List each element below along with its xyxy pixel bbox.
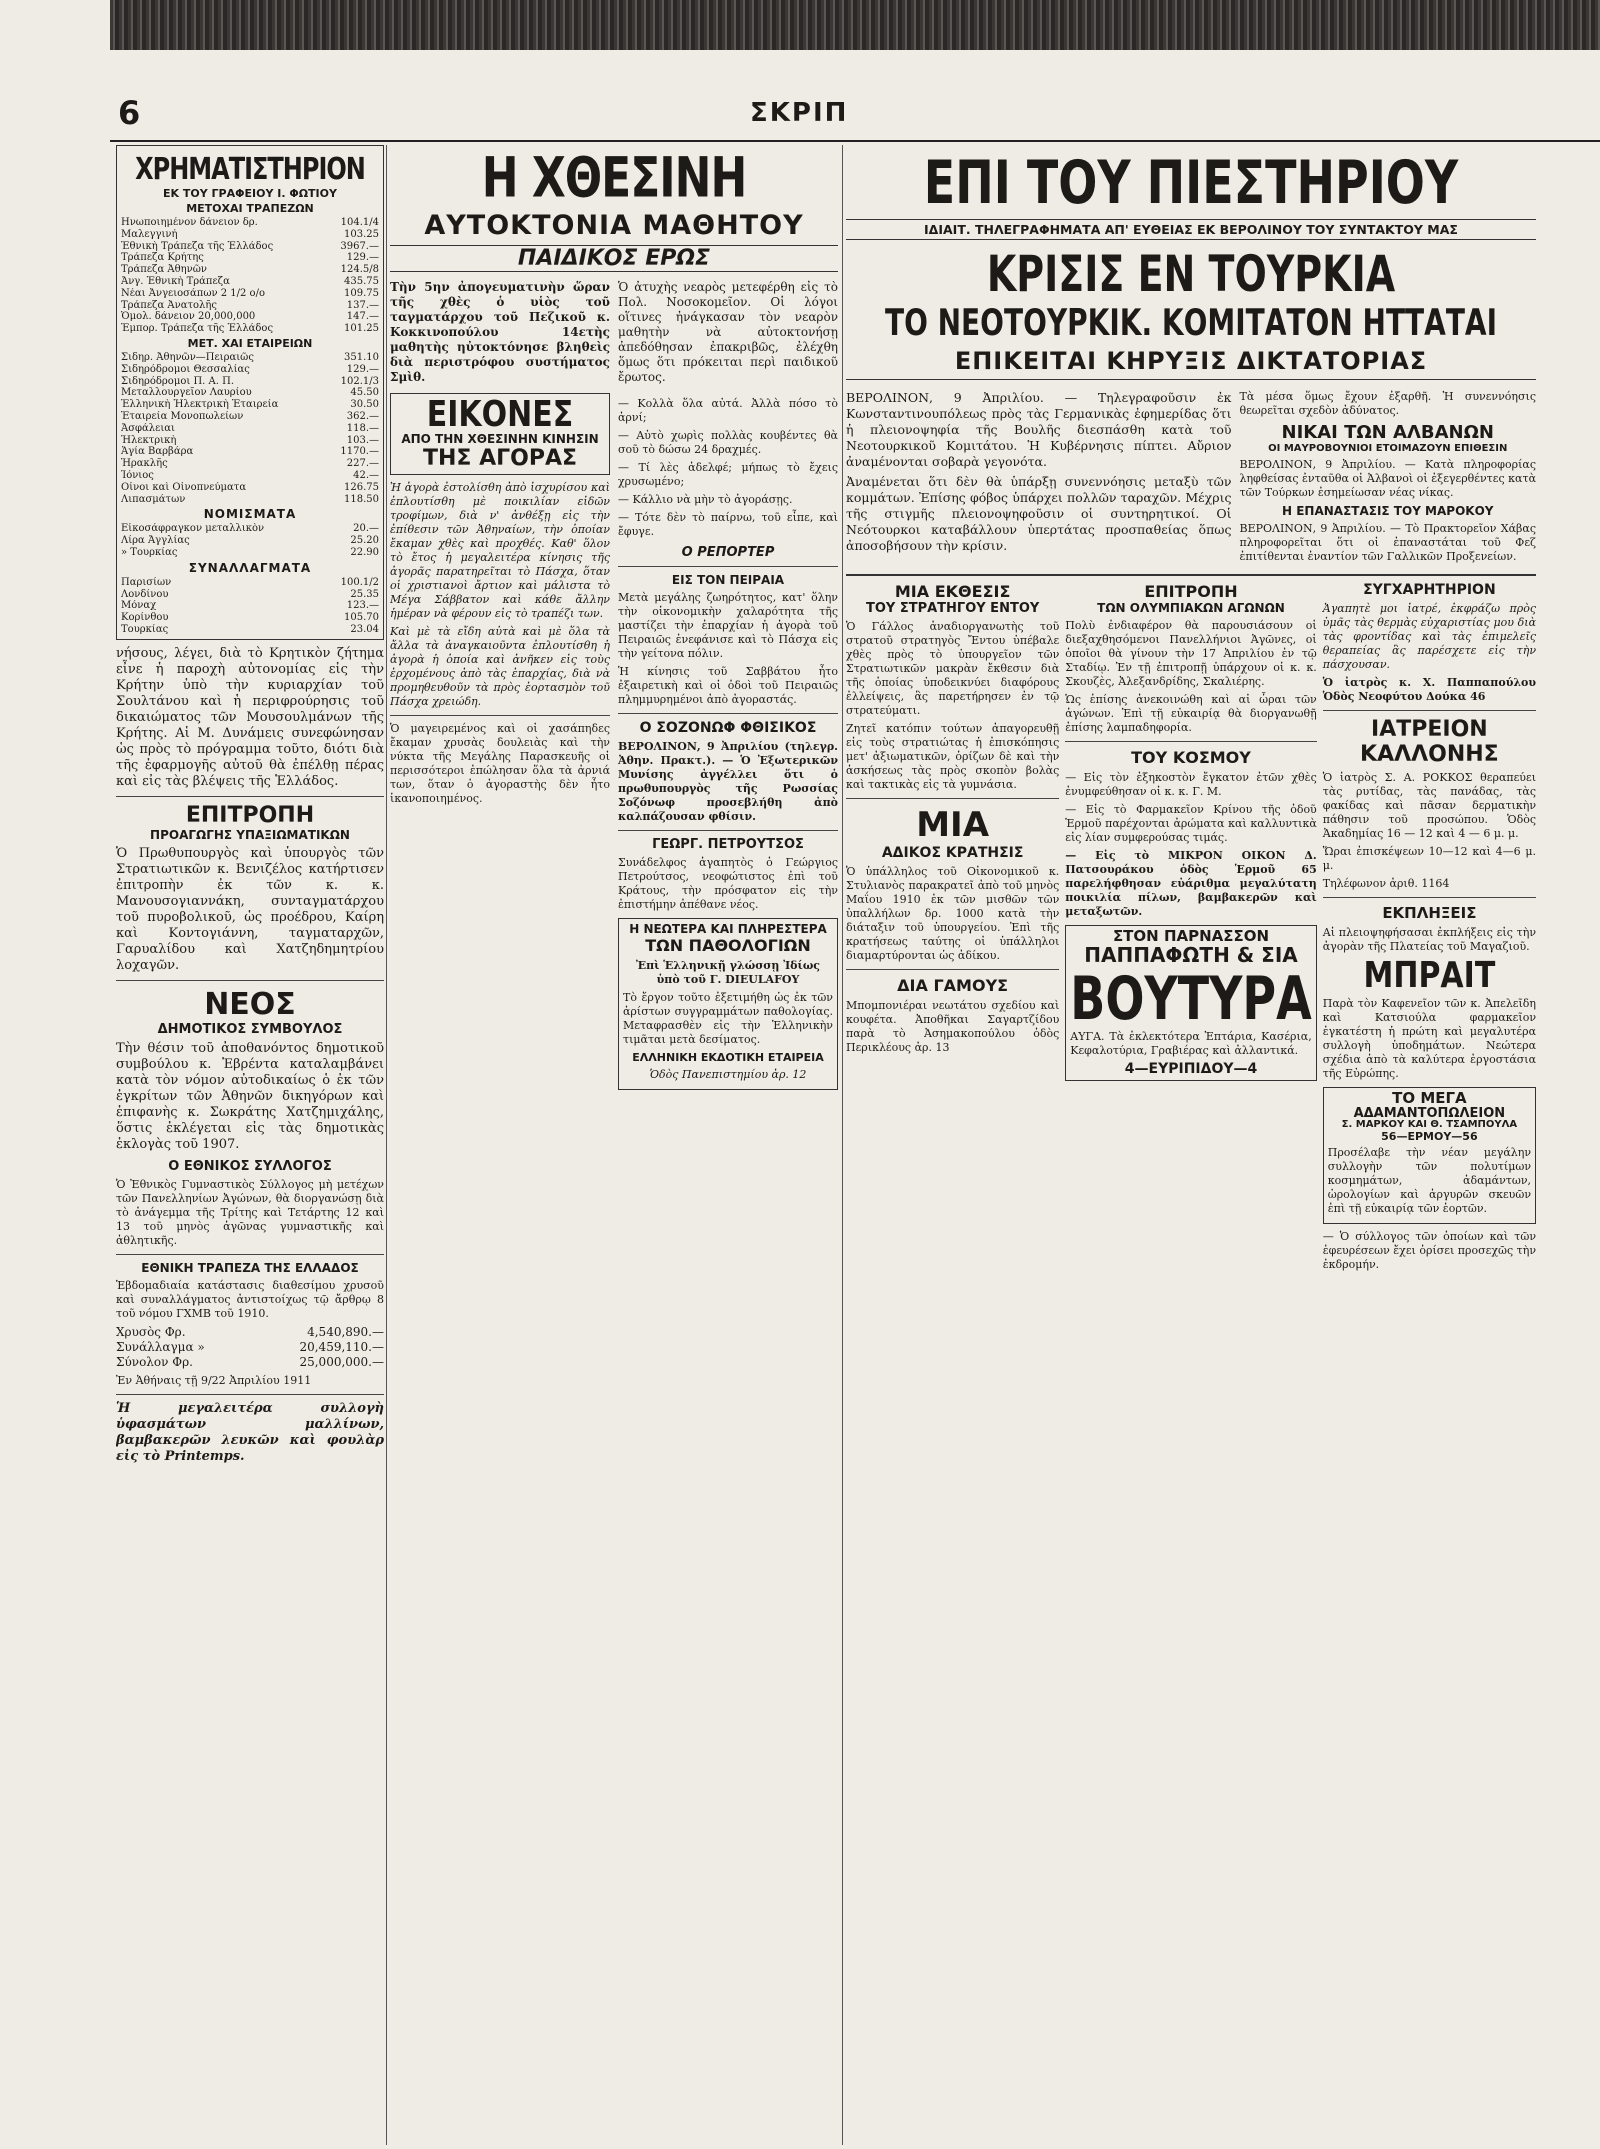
suicide-lead: Τὴν 5ην ἀπογευματινὴν ὥραν τῆς χθὲς ὁ υἱὸς τοῦ ταγματάρχου τοῦ Πεζικοῦ κ. Κοκκινοπούλου 14ετὴς μαθητὴς ηὐτοκτόνησε βληθεὶς διὰ περιστρόφου συστήματος Σμὶθ.	[390, 280, 610, 384]
market-images-text-3: Ὁ μαγειρεμένος καὶ οἱ χασάπηδες ἔκαμαν χρυσὰς δουλειὰς καὶ τὴν νύκτα τῆς Μεγάλης Παρασκευῆς οἱ περισσότεροι ἐπώλησαν ὅλα τὰ ἀρνιά των, ὅταν ὁ ἀγοραστὴς δὲν ἦτο ἱκανοποιημένος.	[390, 722, 610, 805]
albania-side-text: Τὰ μέσα ὅμως ἔχουν ἐξαρθῆ. Ἡ συνεννόησις θεωρεῖται σχεδὸν ἀδύνατος.	[1239, 390, 1536, 417]
table-row: Τράπεζα Κρήτης 129.—	[121, 252, 379, 264]
clinic-address: Τηλέφωνον ἀριθ. 1164	[1322, 877, 1450, 890]
dictatorship-headline: ΕΠΙΚΕΙΤΑΙ ΚΗΡΥΞΙΣ ΔΙΚΤΑΤΟΡΙΑΣ	[846, 347, 1536, 380]
market-images-text: Ἡ ἀγορὰ ἐστολίσθη ἀπὸ ἰσχυρίσου καὶ ἐπλουτίσθη μὲ ποικιλίαν εἰδῶν τροφίμων, διὰ ν' ἀνθέξῃ εἰς τὴν ἐπίθεσιν τῶν Ἀθηναίων, τὴν ὁποίαν ἔκαμαν χθὲς καὶ προχθές. Καθ' ὅλον τὸ ἔτος ἡ μεγαλειτέρα κίνησις τῆς ἀγορᾶς παρατηρεῖται τὸ Πάσχα, ὅταν οἱ χριστιανοὶ ἄρτιον καὶ μάλιστα τὸ Μέγα Σάββατον καὶ κάθε ἄλλην ἡμέραν νὰ φέρουν εἰς τὸ τραπέζι των.	[390, 481, 610, 620]
parnassos-big: ΒΟΥΤΥΡΑ	[1070, 962, 1312, 1033]
column-rule	[842, 145, 843, 2145]
pathology-ad	[618, 918, 838, 1090]
world-text-2: — Εἰς τὸ Φαρμακεῖον Κρίνου τῆς ὁδοῦ Ἑρμοῦ παρέχονται ἀρώματα καὶ καλλυντικὰ εἰς λίαν συμφερούσας τιμάς.	[1065, 803, 1317, 844]
dialogue-line: — Αὐτὸ χωρὶς πολλὰς κουβέντες θὰ σοῦ τὸ δώσω 24 δραχμές.	[618, 429, 838, 456]
table-row: Οἶνοι καὶ Οἰνοπνεύματα 126.75	[121, 481, 379, 493]
dialogue-line: — Κολλὰ ὅλα αὐτά. Ἀλλὰ πόσο τὸ ἀρνί;	[618, 397, 838, 424]
morocco-title: Η ΕΠΑΝΑΣΤΑΣΙΣ ΤΟΥ ΜΑΡΟΚΟΥ	[1282, 504, 1494, 518]
money-rates-table	[121, 523, 379, 558]
pathology-text: Τὸ ἔργον τοῦτο ἐξετιμήθη ὡς ἐκ τῶν ἀρίστων συγγραμμάτων παθολογίας. Μεταφρασθὲν εἰς τὴν Ἑλληνικὴν τιμᾶται μετὰ δεσίματος.	[623, 991, 833, 1046]
table-row: Λίρα Ἀγγλίας 25.20	[121, 535, 379, 547]
parnassos-pre: ΣΤΟΝ ΠΑΡΝΑΣΣΟΝ	[1112, 927, 1270, 945]
adamant-name: Σ. ΜΑΡΚΟΥ ΚΑΙ Θ. ΤΣΑΜΠΟΥΛΑ	[1341, 1119, 1518, 1131]
exhibit-text-2: Ζητεῖ κατόπιν τούτων ἀπαγορευθῇ εἰς τοὺς στρατιώτας ἡ ἐπισκόπησις μετ' ἀξιωματικῶν, ὁρίζων δὲ καὶ τὴν ἀσκήσεως τὰς πρὸς σκοπὸν βολὰς καὶ τακτικὰς εἰς τὰ γυμνάσια.	[846, 722, 1060, 791]
suicide-subtitle: ΑΥΤΟΚΤΟΝΙΑ ΜΑΘΗΤΟΥ	[424, 210, 804, 241]
suicide-lead-2: Ὁ ἀτυχὴς νεαρὸς μετεφέρθη εἰς τὸ Πολ. Νοσοκομεῖον. Οἱ λόγοι οἵτινες ἠνάγκασαν τὸν νεαρὸν μαθητὴν νὰ αὐτοκτονήσῃ ἀπεδόθησαν ἐπακριβῶς, ἐλέχθη ὅμως ὅτι πρόκειται περὶ παιδικοῦ ἔρωτος.	[618, 280, 838, 384]
exchange-heading: ΣΥΝΑΛΛΑΓΜΑΤΑ	[188, 560, 312, 575]
press-title: ΕΠΙ ΤΟΥ ΠΙΕΣΤΗΡΙΟΥ	[923, 146, 1459, 218]
market-images-box	[390, 393, 610, 475]
market-images-subtitle-1: ΑΠΟ ΤΗΝ ΧΘΕΣΙΝΗΝ ΚΙΝΗΣΙΝ	[401, 432, 599, 446]
table-row: Συνάλλαγμα » 20,459,110.—	[116, 1339, 384, 1354]
market-images-title: ΕΙΚΟΝΕΣ	[426, 393, 574, 436]
exec-title: ΕΚΠΛΗΞΕΙΣ	[1382, 904, 1477, 922]
bank-rates-table	[121, 217, 379, 335]
table-row: Μαλεγγινή 103.25	[121, 228, 379, 240]
table-row: Λονδίνου 25.35	[121, 588, 379, 600]
olympic-text: Πολὺ ἐνδιαφέρον θὰ παρουσιάσουν οἱ διεξαχθησόμενοι Πανελλήνιοι Ἀγῶνες, οἱ ὁποῖοι θὰ γίνουν τὴν 17 Ἀπριλίου ἐν τῷ Σταδίῳ. Ἐν τῇ ἐπιτροπῇ ὑπάρχουν οἱ κ. κ. Σκουζὲς, Ἀλεξανδρίδης, Σκαλιέρης.	[1065, 619, 1317, 688]
press-dateline: ΙΔΙΑΙΤ. ΤΗΛΕΓΡΑΦΗΜΑΤΑ ΑΠ' ΕΥΘΕΙΑΣ ΕΚ ΒΕΡΟΛΙΝΟΥ ΤΟΥ ΣΥΝΤΑΚΤΟΥ ΜΑΣ	[846, 219, 1536, 240]
national-bank-text: Ἑβδομαδιαία κατάστασις διαθεσίμου χρυσοῦ καὶ συναλλάγματος ἀντιστοίχως τῷ ἄρθρῳ 8 τοῦ νόμου ΓΧΜΒ τοῦ 1910.	[116, 1278, 384, 1320]
morocco-text: ΒΕΡΟΛΙΝΟΝ, 9 Ἀπριλίου. — Τὸ Πρακτορεῖον Χάβας πληροφορεῖται ὅτι οἱ ἐπαναστάται τοῦ Φεζ ἐπιτίθενται ἐναντίον τῶν Γαλλικῶν Προξενείων.	[1239, 522, 1536, 563]
parnassos-ad	[1065, 925, 1316, 1081]
reporter-signature: Ο ΡΕΠΟΡΤΕΡ	[681, 545, 775, 560]
world-text-3: — Εἰς τὸ ΜΙΚΡΟΝ ΟΙΚΟΝ Δ. Πατσουράκου ὁδὸς Ἑρμοῦ 65 παρελήφθησαν εὐάριθμα μεγαλύτατη ποικιλία πίλων, βαμβακερῶν καὶ μεταξωτῶν.	[1065, 849, 1317, 918]
obituary-text: Συνάδελφος ἀγαπητὸς ὁ Γεώργιος Πετρούτσος, νεοφώτιστος ἐπὶ τοῦ Κράτους, τὴν πρόσφατον εἰς τὴν ἐπιστήμην ἀπέθανε νέος.	[618, 856, 838, 911]
table-row: Σιδηρόδρομοι Π. Α. Π. 102.1/3	[121, 375, 379, 387]
unfair-text: Ὁ ὑπάλληλος τοῦ Οἰκονομικοῦ κ. Στυλιανὸς παρακρατεῖ ἀπὸ τοῦ μηνὸς Μαΐου 1910 ἐκ τῶν μισθῶν τῶν ὑπαλλήλων δρ. 1000 κατὰ τὴν διάταξιν τοῦ ὑπουργείου. Ἐπὶ τῆς κρατήσεως ταύτης οἱ ὑπάλληλοι διαμαρτύρονται ὡς ἀδίκου.	[846, 865, 1060, 962]
column-telegrams	[846, 145, 1536, 1276]
table-row: Ἠλεκτρικὴ 103.—	[121, 434, 379, 446]
national-bank-table	[116, 1325, 384, 1370]
table-row: Σιδηρ. Ἀθηνῶν—Πειραιῶς 351.10	[121, 351, 379, 363]
olympic-title-1: ΕΠΙΤΡΟΠΗ	[1144, 582, 1238, 601]
market-images-subtitle-2: ΤΗΣ ΑΓΟΡΑΣ	[422, 446, 578, 471]
table-row: Μεταλλουργεῖον Λαυρίου 45.50	[121, 387, 379, 399]
olympic-title-2: ΤΩΝ ΟΛΥΜΠΙΑΚΩΝ ΑΓΩΝΩΝ	[1097, 601, 1285, 615]
table-row: Ἁγία Βαρβάρα 1170.—	[121, 446, 379, 458]
parnassos-name: ΠΑΠΠΑΦΩΤΗ & ΣΙΑ	[1084, 942, 1298, 967]
col3-subcol-1	[846, 582, 1059, 1276]
suicide-article	[390, 276, 838, 389]
scan-top-band	[110, 0, 1600, 50]
money-heading: ΝΟΜΙΣΜΑΤΑ	[203, 507, 297, 522]
berlin-text-2: Ἀναμένεται ὅτι δὲν θὰ ὑπάρξῃ συνεννόησις μεταξὺ τῶν κομμάτων. Ἐπίσης φόβος ὑπάρχει πολλῶν ταραχῶν. Μέχρις τῆς στιγμῆς πλειονοψηφοῦσιν οἱ συντηρητικοί. Οἱ Νεότουρκοι καταβάλλουν ὑπερτάτας προσπαθείας ὅπως ἀποσοβήσουν τὴν κρίσιν.	[846, 474, 1232, 553]
council-title: ΔΗΜΟΤΙΚΟΣ ΣΥΜΒΟΥΛΟΣ	[157, 1021, 343, 1037]
piraeus-text: Μετὰ μεγάλης ζωηρότητος, κατ' ὅλην τὴν οἰκονομικὴν χαλαρότητα τῆς μαστίζει τὴν ἐπαρχίαν ἡ ἀγορὰ τοῦ Πειραιῶς ἐνεφάνισε καὶ τὸ Πάσχα εἰς τὴν γείτονα πόλιν.	[618, 591, 838, 660]
table-row: Σιδηρόδρομοι Θεσσαλίας 129.—	[121, 363, 379, 375]
table-row: Νέαι Ἀνγειοσάπων 2 1/2 ο/ο 109.75	[121, 287, 379, 299]
clinic-hours: Ὥραι ἐπισκέψεων 10—12 καὶ 4—6 μ. μ.	[1322, 845, 1536, 872]
table-row: Παρισίων 100.1/2	[121, 576, 379, 588]
dialogue-line: — Τότε δὲν τὸ παίρνω, τοῦ εἶπε, καὶ ἔφυγε.	[618, 511, 838, 538]
society-rates-table	[121, 352, 379, 505]
article-crete: νήσους, λέγει, διὰ τὸ Κρητικὸν ζήτημα εἶνε ἡ παροχὴ αὐτονομίας εἰς τὴν Κρήτην ὑπὸ τὴν κυριαρχίαν τοῦ Σουλτάνου καὶ ἡ περιφρούρησις τοῦ δικαιώματος τῶν Μουσουλμάνων τῆς Κρήτης. Αἱ Μ. Δυνάμεις συνεφώνησαν ὡς πρὸς τὸ πρόγραμμα τοῦτο, διότι διὰ τῆς ἐφαρμογῆς αὐτοῦ θὰ ἐπέλθῃ πέρας καὶ εἰς τὰς βλέψεις τῆς Ἑλλάδος.	[116, 645, 384, 789]
clinic-title-2: ΚΑΛΛΟΝΗΣ	[1360, 742, 1499, 767]
wedding-text: Μπομπονιέραι νεωτάτου σχεδίου καὶ κουφέτα. Ἀποθῆκαι Σαγαρτζίδου παρὰ τὸ Ἀσημακοπούλου ὁδὸς Περικλέους ἀρ. 13	[846, 999, 1060, 1054]
masthead	[110, 50, 1600, 145]
suicide-title: Η ΧΘΕΣΙΝΗ	[481, 146, 747, 211]
young-turks-headline: ΤΟ ΝΕΟΤΟΥΡΚΙΚ. ΚΟΜΙΤΑΤΟΝ ΗΤΤΑΤΑΙ	[884, 301, 1498, 344]
column-stock-exchange	[116, 145, 384, 1469]
stock-exchange-title: ΧΡΗΜΑΤΙΣΤΗΡΙΟΝ	[135, 151, 365, 187]
unfair-title: ΑΔΙΚΟΣ ΚΡΑΤΗΣΙΣ	[881, 845, 1024, 861]
table-row: » Τουρκίας 22.90	[121, 546, 379, 558]
table-row: Τράπεζα Ἀνατολῆς 137.—	[121, 299, 379, 311]
adamant-address: 56—ΕΡΜΟΥ—56	[1381, 1129, 1478, 1143]
table-row: Ἐμπορ. Τράπεζα τῆς Ἑλλάδος 101.25	[121, 323, 379, 335]
table-row: Μόναχ 123.—	[121, 600, 379, 612]
unfair-big-title: ΜΙΑ	[916, 805, 990, 845]
turkey-crisis-headline: ΚΡΙΣΙΣ ΕΝ ΤΟΥΡΚΙΑ	[986, 245, 1396, 303]
council-big-title: ΝΕΟΣ	[204, 986, 296, 1022]
adamant-text: Προσέλαβε τὴν νέαν μεγάλην συλλογὴν τῶν πολυτίμων κοσμημάτων, ἀδαμάντων, ὡρολογίων καὶ ἀργυρῶν σκευῶν ἐπὶ τῇ εὐκαιρίᾳ τῶν ἑορτῶν.	[1327, 1146, 1532, 1216]
olympic-text-2: Ὡς ἐπίσης ἀνεκοινώθη καὶ αἱ ὧραι τῶν ἀγώνων. Ἐπὶ τῇ εὐκαιρίᾳ θὰ διοργανωθῇ ἐπίσης λαμπαδηφορία.	[1065, 693, 1317, 734]
committee-title: ΕΠΙΤΡΟΠΗ	[185, 802, 315, 828]
clinic-title-1: ΙΑΤΡΕΙΟΝ	[1371, 717, 1488, 742]
albania-title: ΝΙΚΑΙ ΤΩΝ ΑΛΒΑΝΩΝ	[1281, 422, 1494, 443]
club-title: Ο ΕΘΝΙΚΟΣ ΣΥΛΛΟΓΟΣ	[168, 1158, 332, 1174]
table-row: Λιπασμάτων 118.50	[121, 493, 379, 505]
adamant-text-2: — Ὁ σύλλογος τῶν ὁποίων καὶ τῶν ἐφευρέσεων ἔχει ὁρίσει προσεχῶς τὴν ἐκδρομήν.	[1322, 1230, 1536, 1272]
table-row: Τουρκίας 23.04	[121, 623, 379, 635]
table-row: Κορίνθου 105.70	[121, 612, 379, 624]
sozonov-title: Ο ΣΟΖΟΝΩΦ ΦΘΙΣΙΚΟΣ	[639, 720, 817, 736]
mprait-text: Παρὰ τὸν Καφενεῖον τῶν κ. Ἀπελεῖδη καὶ Κατσιούλα φαρμακεῖον ἐγκατέστη ἡ πρώτη καὶ μεγαλυτέρα συλλογὴ ὑποδημάτων. Νεώτερα σχέδια ἀπὸ τὰ καλύτερα ἐργοστάσια τῆς Εὐρώπης.	[1322, 997, 1536, 1080]
col3-subcol-3	[1323, 582, 1536, 1276]
adamant-ad	[1323, 1087, 1536, 1224]
dialogue-line: — Κάλλιο νὰ μὴν τὸ ἀγοράσῃς.	[618, 493, 793, 506]
table-row: Ἑλληνικὴ Ἠλεκτρικὴ Ἑταιρεία 30.50	[121, 399, 379, 411]
albania-telegrams	[1239, 386, 1536, 568]
wedding-title: ΔΙΑ ΓΑΜΟΥΣ	[897, 976, 1009, 995]
masthead-rule	[110, 140, 1600, 142]
sozonov-text: ΒΕΡΟΛΙΝΟΝ, 9 Ἀπριλίου (τηλεγρ. Ἀθην. Πρακτ.). — Ὁ Ἐξωτερικῶν Μυνίσης ἀγγέλλει ὅτι ὁ πρωθυπουργὸς τῆς Ρωσσίας Σοζόνωφ προσεβλήθη ἀπὸ καλπάζουσαν φθίσιν.	[618, 740, 838, 823]
world-title: ΤΟΥ ΚΟΣΜΟΥ	[1131, 748, 1251, 767]
piraeus-title: ΕΙΣ ΤΟΝ ΠΕΙΡΑΙΑ	[671, 573, 785, 587]
world-text: — Εἰς τὸν ἐξηκοστὸν ἔγκατον ἐτῶν χθὲς ἐνυμφεύθησαν οἱ κ. κ. Γ. Μ.	[1065, 771, 1317, 798]
page-number: 6	[118, 94, 141, 132]
table-row: Ὁμολ. δάνειον 20,000,000 147.—	[121, 311, 379, 323]
exec-text: Αἱ πλειοψηφήσασαι ἐκπλήξεις εἰς τὴν ἀγορὰν τῆς Πλατείας τοῦ Μαγαζιοῦ.	[1322, 926, 1536, 953]
berlin-text: ΒΕΡΟΛΙΝΟΝ, 9 Ἀπριλίου. — Τηλεγραφοῦσιν ἐκ Κωνσταντινουπόλεως πρὸς τὰς Γερμανικὰς ἐφημερίδας ὅτι ἡ πλειονοψηφία τῆς Βουλῆς διεσπάσθη κατὰ τοῦ Νεοτουρκικοῦ Κομιτάτου. Ἡ Κυβέρνησις πίπτει. Αὔριον ἀναμένονται σοβαρὰ γεγονότα.	[846, 390, 1232, 469]
pathology-title-1: Η ΝΕΩΤΕΡΑ ΚΑΙ ΠΛΗΡΕΣΤΕΡΑ	[629, 922, 827, 936]
closing-ad: Ἡ μεγαλειτέρα συλλογὴ ὑφασμάτων μαλλίνων, βαμβακερῶν λευκῶν καὶ φουλὰρ εἰς τὸ Printemps.	[116, 1400, 384, 1464]
mprait-title: ΜΠΡΑΙΤ	[1363, 954, 1496, 997]
committee-text: Ὁ Πρωθυπουργὸς καὶ ὑπουργὸς τῶν Στρατιωτικῶν κ. Βενιζέλος κατήρτισεν ἐπιτροπὴν ἐκ τῶν κ. κ. Μανουσογιαννάκη, συνταγματάρχου τοῦ πυροβολικοῦ, ὡς προέδρου, Καίρη καὶ Κοντογιάννη, ταγματαρχῶν, Γαρυαλίδου καὶ Χατζηδημητρίου λοχαγῶν.	[116, 845, 384, 973]
national-bank-date: Ἐν Ἀθήναις τῇ 9/22 Ἀπριλίου 1911	[116, 1373, 312, 1387]
table-row: Σύνολον Φρ. 25,000,000.—	[116, 1354, 384, 1369]
congrats-text: Ἀγαπητὲ μοι ἰατρέ, ἐκφράζω πρὸς ὑμᾶς τὰς θερμὰς εὐχαριστίας μου διὰ τὰς φροντίδας καὶ τὰς ἐπιμελεῖς θεραπείας ἃς παρέσχετε εἰς τὴν πάσχουσαν.	[1322, 602, 1536, 671]
pathology-subtitle: Ἐπὶ Ἑλληνικῇ γλώσσῃ Ἰδίως ὑπὸ τοῦ Γ. DIEULAFOY	[636, 959, 820, 986]
congrats-title: ΣΥΓΧΑΡΗΤΗΡΙΟΝ	[1363, 582, 1496, 598]
stock-exchange-box	[116, 145, 384, 640]
market-images-text-2: Καὶ μὲ τὰ εἴδη αὐτὰ καὶ μὲ ὅλα τὰ ἄλλα τὰ ἀναγκαιοῦντα ἐπλουτίσθη ἡ ἀγορὰ ἡ ὁποία καὶ ἀνῆκεν εἰς τοὺς ἐρχομένους ἀπὸ τὰς ἐπαρχίας, διὰ νὰ προμηθευθοῦν τὰ πρὸς ἑορτασμὸν τοῦ Πάσχα χρειώδη.	[390, 625, 610, 708]
berlin-telegram	[846, 386, 1231, 568]
albania-text: ΒΕΡΟΛΙΝΟΝ, 9 Ἀπριλίου. — Κατὰ πληροφορίας ληφθείσας ἐνταῦθα οἱ Ἀλβανοὶ οἱ ἐξεγερθέντες κατὰ τῶν Τούρκων ἐσημείωσαν νέας νίκας.	[1239, 458, 1536, 499]
adamant-pre: ΤΟ ΜΕΓΑ	[1392, 1089, 1467, 1107]
clinic-text: Ὁ ἰατρὸς Σ. Α. ΡΟΚΚΟΣ θεραπεύει τὰς ρυτίδας, τὰς πανάδας, τὰς φακίδας καὶ πᾶσαν δερματικὴν πάθησιν τοῦ προσώπου. Ὁδὸς Ἀκαδημίας 16 — 12 καὶ 4 — 6 μ. μ.	[1322, 771, 1536, 840]
piraeus-text-2: Ἡ κίνησις τοῦ Σαββάτου ἦτο ἐξαιρετικὴ καὶ οἱ ὁδοὶ τοῦ Πειραιῶς πλημμυρημένοι ἀπὸ ἀγοραστάς.	[618, 665, 838, 706]
table-row: Ἐθνικὴ Τράπεζα τῆς Ἑλλάδος 3967.—	[121, 240, 379, 252]
exchange-rates-table	[121, 577, 379, 636]
adamant-title: ΑΔΑΜΑΝΤΟΠΩΛΕΙΟΝ	[1353, 1105, 1506, 1121]
committee-subtitle: ΠΡΟΑΓΩΓΗΣ ΥΠΑΞΙΩΜΑΤΙΚΩΝ	[150, 827, 350, 842]
market-dialogue	[618, 393, 838, 1096]
dialogue-line: — Τί λὲς ἀδελφέ; μήπως τὸ ἔχεις χρυσωμένο;	[618, 461, 838, 488]
albania-subtitle: ΟΙ ΜΑΥΡΟΒΟΥΝΙΟΙ ΕΤΟΙΜΑΖΟΥΝ ΕΠΙΘΕΣΙΝ	[1268, 443, 1508, 454]
society-shares-heading: ΜΕΤ. ΧΑΙ ΕΤΑΙΡΕΙΩΝ	[187, 336, 313, 350]
table-row: Ἡρακλῆς 227.—	[121, 458, 379, 470]
publisher-address: Ὁδὸς Πανεπιστημίου ἀρ. 12	[649, 1068, 807, 1081]
col3-subcol-2	[1065, 582, 1316, 1276]
column-rule	[386, 145, 387, 2145]
exhibit-text: Ὁ Γάλλος ἀναδιοργανωτὴς τοῦ στρατοῦ στρατηγὸς Ἔντου ὑπέβαλε χθὲς πρὸς τὸ ὑπουργεῖον τῶν Στρατιωτικῶν μακρὰν ἔκθεσιν διὰ τῆς ὁποίας ὑποδεικνύει διαφόρους ἐλλείψεις, ἃς παρετήρησεν ἐν τῷ στρατεύματι.	[846, 620, 1060, 717]
congrats-signature: Ὁ ἰατρὸς κ. Χ. Παππαπούλου Ὁδὸς Νεοφύτου Δούκα 46	[1322, 676, 1536, 703]
table-row: Ἑταιρεία Μονοπωλείων 362.—	[121, 410, 379, 422]
exhibit-title-1: ΜΙΑ ΕΚΘΕΣΙΣ	[894, 582, 1011, 601]
obituary-title: ΓΕΩΡΓ. ΠΕΤΡΟΥΤΣΟΣ	[652, 837, 804, 852]
publisher-name: ΕΛΛΗΝΙΚΗ ΕΚΔΟΤΙΚΗ ΕΤΑΙΡΕΙΑ	[632, 1051, 824, 1064]
table-row: Ἀσφάλειαι 118.—	[121, 422, 379, 434]
parnassos-address: 4—ΕΥΡΙΠΙΔΟΥ—4	[1124, 1061, 1258, 1078]
club-text: Ὁ Ἐθνικὸς Γυμναστικὸς Σύλλογος μὴ μετέχων τῶν Πανελληνίων Ἀγώνων, θὰ διοργανώσῃ διὰ τὸ ἀνάγεμμα τῆς Τρίτης καὶ Τετάρτης 12 καὶ 13 τοῦ μηνὸς ἀγῶνας γυμναστικῆς καὶ ἀθλητικῆς.	[116, 1177, 384, 1247]
parnassos-text: ΑΥΓΑ. Τὰ ἐκλεκτότερα Ἑπτάρια, Κασέρια, Κεφαλοτύρια, Γραβιέρας καὶ ἀλλαντικά.	[1070, 1030, 1312, 1058]
newspaper-name: ΣΚΡΙΠ	[750, 98, 849, 128]
council-text: Τὴν θέσιν τοῦ ἀποθανόντος δημοτικοῦ συμβούλου κ. Ἐβρέντα καταλαμβάνει κατὰ τὸν νόμον αὐτοδικαίως ὁ ἐκ τῶν ἐγκρίτων τῶν Ἀθηνῶν δικηγόρων καὶ ἐπιφανὴς κ. Σωκράτης Χατζημιχάλης, ὅστις ἐκλέγεται εἰς τὰς δημοτικὰς ἐκλογὰς τοῦ 1907.	[116, 1040, 384, 1152]
table-row: Ἀνγ. Ἐθνικὴ Τράπεζα 435.75	[121, 275, 379, 287]
stock-exchange-subtitle: ΕΚ ΤΟΥ ΓΡΑΦΕΙΟΥ Ι. ΦΩΤΙΟΥ	[163, 187, 337, 200]
pathology-title-2: ΤΩΝ ΠΑΘΟΛΟΓΙΩΝ	[645, 936, 811, 955]
table-row: Χρυσὸς Φρ. 4,540,890.—	[116, 1324, 384, 1339]
market-images-article	[390, 393, 610, 1096]
table-row: Ηνωποιημένον δάνειον δρ. 104.1/4	[121, 217, 379, 228]
exhibit-title-2: ΤΟΥ ΣΤΡΑΤΗΓΟΥ ΕΝΤΟΥ	[865, 601, 1040, 616]
table-row: Ἰόνιος 42.—	[121, 469, 379, 481]
table-row: Τράπεζα Ἀθηνῶν 124.5/8	[121, 264, 379, 276]
table-row: Εἰκοσάφραγκον μεταλλικὸν 20.—	[121, 523, 379, 535]
suicide-kicker: ΠΑΙΔΙΚΟΣ ΕΡΩΣ	[390, 245, 838, 272]
bank-shares-heading: ΜΕΤΟΧΑΙ ΤΡΑΠΕΖΩΝ	[186, 202, 314, 215]
national-bank-title: ΕΘΝΙΚΗ ΤΡΑΠΕΖΑ ΤΗΣ ΕΛΛΑΔΟΣ	[141, 1260, 359, 1275]
column-suicide-market	[390, 145, 838, 1096]
